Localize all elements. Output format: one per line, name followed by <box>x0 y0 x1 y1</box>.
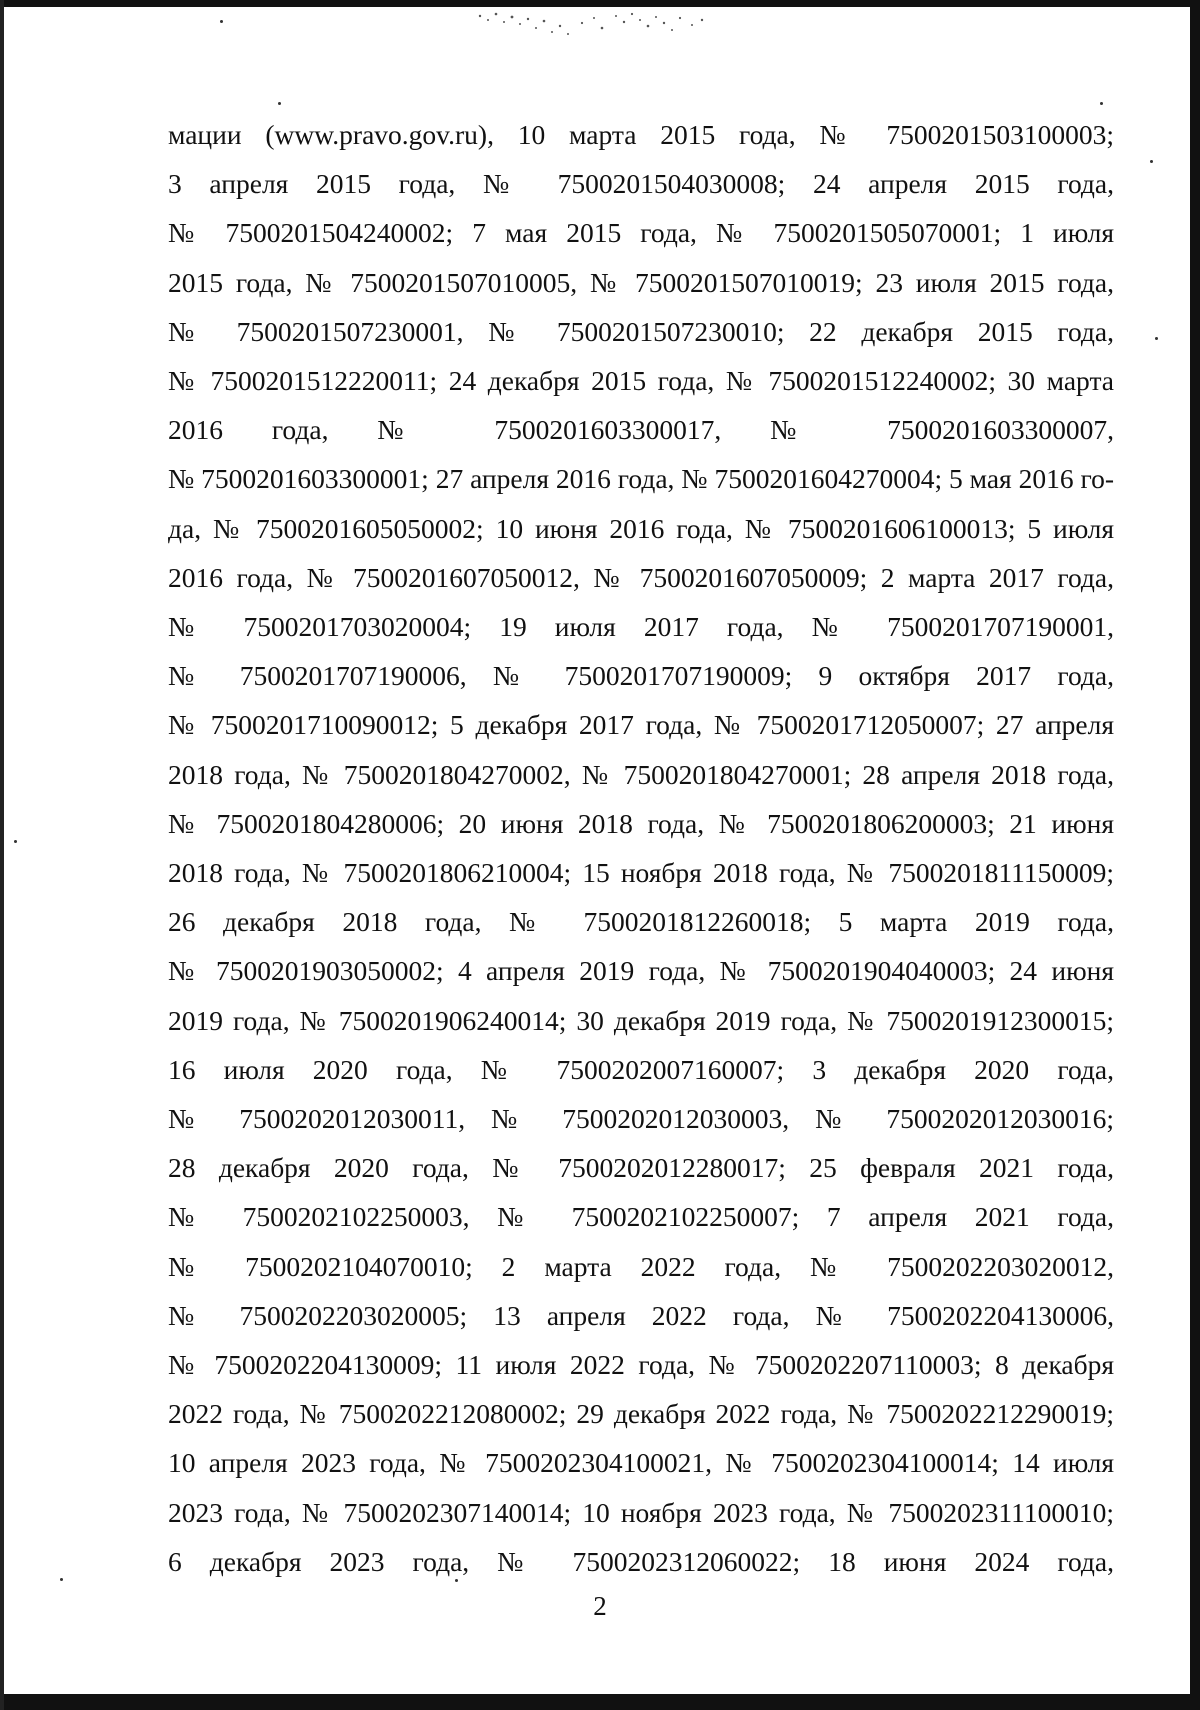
text-line: 2016 года, № 7500201603300017, № 7500201603300007, <box>168 414 1114 446</box>
text-line: 6 декабря 2023 года, № 7500202312060022; 18 июня 2024 года, <box>168 1545 1114 1577</box>
text-line: № 7500202104070010; 2 марта 2022 года, № 7500202203020012, <box>168 1250 1114 1282</box>
text-line: № 7500201703020004; 19 июля 2017 года, № 7500201707190001, <box>168 611 1114 643</box>
text-line: да, № 7500201605050002; 10 июня 2016 года, № 7500201606100013; 5 июля <box>168 512 1114 544</box>
scan-speck <box>220 20 223 23</box>
scan-noise-mark <box>470 8 720 42</box>
text-line: № 7500202012030011, № 7500202012030003, № 7500202012030016; <box>168 1103 1114 1135</box>
scan-speck <box>1150 160 1153 163</box>
text-line: 2018 года, № 7500201806210004; 15 ноября 2018 года, № 7500201811150009; <box>168 857 1114 889</box>
scan-border-right <box>1190 0 1200 1710</box>
text-line: № 7500201710090012; 5 декабря 2017 года, № 7500201712050007; 27 апреля <box>168 709 1114 741</box>
text-line: 16 июля 2020 года, № 7500202007160007; 3 декабря 2020 года, <box>168 1053 1114 1085</box>
text-line: 2022 года, № 7500202212080002; 29 декабря 2022 года, № 7500202212290019; <box>168 1398 1114 1430</box>
text-line: 2015 года, № 7500201507010005, № 7500201507010019; 23 июля 2015 года, <box>168 266 1114 298</box>
document-body-text <box>168 110 1114 1586</box>
page-number: 2 <box>593 1591 607 1621</box>
scan-speck <box>278 102 281 105</box>
text-line: 2016 года, № 7500201607050012, № 7500201607050009; 2 марта 2017 года, <box>168 561 1114 593</box>
scan-speck <box>60 1578 63 1581</box>
text-line: 2023 года, № 7500202307140014; 10 ноября 2023 года, № 7500202311100010; <box>168 1496 1114 1528</box>
text-line: № 7500201507230001, № 7500201507230010; 22 декабря 2015 года, <box>168 315 1114 347</box>
scan-speck <box>14 840 17 843</box>
text-line: № 7500201512220011; 24 декабря 2015 года, № 7500201512240002; 30 марта <box>168 365 1114 397</box>
text-line: 26 декабря 2018 года, № 7500201812260018; 5 марта 2019 года, <box>168 906 1114 938</box>
text-line: 2018 года, № 7500201804270002, № 7500201804270001; 28 апреля 2018 года, <box>168 758 1114 790</box>
text-line: № 7500201804280006; 20 июня 2018 года, № 7500201806200003; 21 июня <box>168 807 1114 839</box>
text-line: 2019 года, № 7500201906240014; 30 декабря 2019 года, № 7500201912300015; <box>168 1004 1114 1036</box>
text-line: мации (www.pravo.gov.ru), 10 марта 2015 года, № 7500201503100003; <box>168 119 1114 150</box>
text-line: № 7500201707190006, № 7500201707190009; 9 октября 2017 года, <box>168 660 1114 692</box>
text-line: 10 апреля 2023 года, № 7500202304100021, № 7500202304100014; 14 июля <box>168 1447 1114 1479</box>
text-line: 28 декабря 2020 года, № 7500202012280017; 25 февраля 2021 года, <box>168 1152 1114 1184</box>
scan-border-left <box>0 0 4 1710</box>
text-line: № 7500201603300001; 27 апреля 2016 года, № 7500201604270004; 5 мая 2016 го- <box>168 463 1114 495</box>
text-line: 3 апреля 2015 года, № 7500201504030008; 24 апреля 2015 года, <box>168 168 1114 200</box>
scan-speck <box>1155 337 1158 340</box>
scan-border-bottom <box>0 1694 1200 1710</box>
scan-border-top <box>0 0 1200 7</box>
text-line: № 7500202204130009; 11 июля 2022 года, № 7500202207110003; 8 декабря <box>168 1349 1114 1381</box>
text-line: № 7500201504240002; 7 мая 2015 года, № 7500201505070001; 1 июля <box>168 217 1114 249</box>
text-line: № 7500201903050002; 4 апреля 2019 года, № 7500201904040003; 24 июня <box>168 955 1114 987</box>
text-line: № 7500202203020005; 13 апреля 2022 года, № 7500202204130006, <box>168 1299 1114 1331</box>
scan-speck <box>1100 102 1103 105</box>
text-line: № 7500202102250003, № 7500202102250007; 7 апреля 2021 года, <box>168 1201 1114 1233</box>
